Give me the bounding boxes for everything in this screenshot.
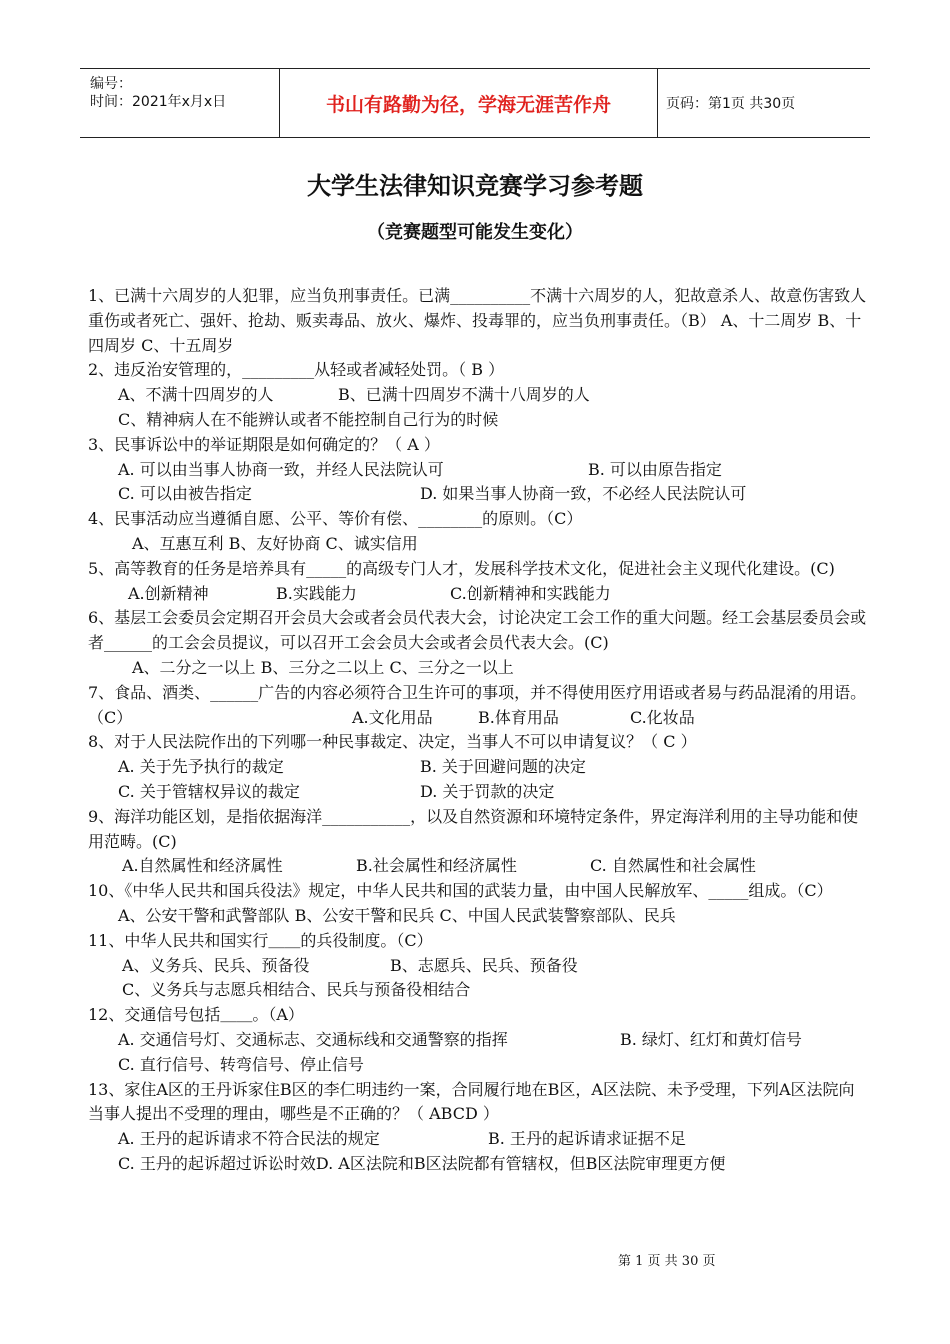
question-2-options-row1 (88, 383, 868, 408)
question-12-options-row1 (88, 1028, 868, 1053)
question-7: 7、食品、酒类、______广告的内容必须符合卫生许可的事项，并不得使用医疗用语或者易与药品混淆的用语。（C） (88, 682, 867, 727)
header-meta (80, 69, 280, 137)
q8-option-c: C. 关于管辖权异议的裁定 (118, 781, 300, 801)
document-number-label: 编号： (90, 76, 132, 92)
question-3-options-row2 (88, 482, 868, 507)
q11-option-c: C、义务兵与志愿兵相结合、民兵与预备役相结合 (122, 980, 471, 1000)
q11-option-b: B、志愿兵、民兵、预备役 (390, 955, 578, 975)
question-8: 8、对于人民法院作出的下列哪一种民事裁定、决定，当事人不可以申请复议？（ C ） (88, 732, 697, 752)
question-1: 1、已满十六周岁的人犯罪，应当负刑事责任。已满__________不满十六周岁的人，犯故意杀人、故意伤害致人重伤或者死亡、强奸、抢劫、贩卖毒品、放火、爆炸、投毒罪的，应当负刑事责任。（B） A、十二周岁 B、十四周岁 C、十五周岁 (88, 286, 867, 355)
q3-option-b: B. 可以由原告指定 (588, 459, 722, 479)
question-13-options-row2 (88, 1152, 868, 1177)
question-13: 13、家住A区的王丹诉家住B区的李仁明违约一案，合同履行地在B区，A区法院、未予受理，下列A区法院向当事人提出不受理的理由，哪些是不正确的？（ ABCD ） (88, 1079, 855, 1124)
question-8-options-row1 (88, 755, 868, 780)
q5-option-a: A.创新精神 (128, 583, 209, 603)
q7-option-c: C.化妆品 (630, 707, 695, 727)
question-7-options (88, 706, 868, 731)
q9-option-c: C. 自然属性和社会属性 (590, 856, 756, 876)
q13-option-a: A. 王丹的起诉请求不符合民法的规定 (118, 1129, 380, 1149)
question-6-options (88, 656, 868, 681)
page-header (80, 68, 870, 138)
q2-option-c: C、精神病人在不能辨认或者不能控制自己行为的时候 (118, 409, 499, 429)
q2-option-b: B、已满十四周岁不满十八周岁的人 (338, 385, 590, 405)
document-title: 大学生法律知识竞赛学习参考题 (307, 172, 643, 200)
q13-option-d: D. A区法院和B区法院都有管辖权，但B区法院审理更方便 (315, 1153, 726, 1173)
question-13-options-row1 (88, 1127, 868, 1152)
header-motto: 书山有路勤为径，学海无涯苦作舟 (280, 69, 658, 137)
q13-option-b: B. 王丹的起诉请求证据不足 (488, 1129, 686, 1149)
question-3: 3、民事诉讼中的举证期限是如何确定的？（ A ） (88, 434, 440, 454)
question-4: 4、民事活动应当遵循自愿、公平、等价有偿、________的原则。（C） (88, 509, 583, 529)
question-11: 11、中华人民共和国实行＿＿的兵役制度。（C） (88, 930, 433, 950)
question-10-options: A、公安干警和武警部队 B、公安干警和民兵 C、中国人民武装警察部队、民兵 (118, 905, 676, 925)
question-2-options-row2 (88, 408, 868, 433)
header-page-info: 页码：第1页 共30页 (666, 96, 796, 112)
question-12-options-row2 (88, 1053, 868, 1078)
q12-option-b: B. 绿灯、红灯和黄灯信号 (620, 1029, 802, 1049)
question-5-options (88, 582, 868, 607)
q9-option-a: A.自然属性和经济属性 (122, 856, 283, 876)
question-3-options-row1 (88, 458, 868, 483)
page-footer: 第 1 页 共 30 页 (618, 1254, 716, 1269)
question-9-options (88, 854, 868, 879)
q5-option-b: B.实践能力 (276, 583, 357, 603)
q6-options: A、二分之一以上 B、三分之二以上 C、三分之一以上 (132, 657, 514, 677)
q5-option-c: C.创新精神和实践能力 (450, 583, 611, 603)
question-11-options-row1 (88, 954, 868, 979)
question-11-options-row2 (88, 978, 868, 1003)
q12-option-a: A. 交通信号灯、交通标志、交通标线和交通警察的指挥 (118, 1029, 508, 1049)
question-4-options (88, 532, 868, 557)
document-time-label: 时间：2021年x月x日 (90, 94, 227, 110)
document-subtitle: （竞赛题型可能发生变化） (367, 222, 583, 243)
question-2: 2、违反治安管理的，_________从轻或者减轻处罚。（ B ） (88, 360, 505, 380)
question-10: 10、《中华人民共和国兵役法》规定，中华人民共和国的武装力量，由中国人民解放军、_____组成。（C） (88, 881, 833, 901)
q8-option-b: B. 关于回避问题的决定 (420, 757, 586, 777)
question-9: 9、海洋功能区划，是指依据海洋___________，以及自然资源和环境特定条件，界定海洋利用的主导功能和使用范畴。(C) (88, 806, 859, 851)
q7-option-b: B.体育用品 (478, 707, 559, 727)
q12-option-c: C. 直行信号、转弯信号、停止信号 (118, 1054, 364, 1074)
q3-option-a: A. 可以由当事人协商一致，并经人民法院认可 (118, 459, 444, 479)
q8-option-a: A. 关于先予执行的裁定 (118, 757, 284, 777)
question-8-options-row2 (88, 780, 868, 805)
q7-option-a: A.文化用品 (352, 707, 433, 727)
q11-option-a: A、义务兵、民兵、预备役 (122, 955, 310, 975)
q2-option-a: A、不满十四周岁的人 (118, 385, 274, 405)
question-12: 12、交通信号包括＿＿。（A） (88, 1005, 304, 1025)
q13-option-c: C. 王丹的起诉超过诉讼时效 (118, 1153, 316, 1173)
q8-option-d: D. 关于罚款的决定 (420, 781, 555, 801)
question-list (88, 284, 868, 1177)
question-5: 5、高等教育的任务是培养具有_____的高级专门人才，发展科学技术文化，促进社会主义现代化建设。(C) (88, 558, 835, 578)
q4-options: A、互惠互利 B、友好协商 C、诚实信用 (132, 533, 418, 553)
q3-option-c: C. 可以由被告指定 (118, 484, 252, 504)
q9-option-b: B.社会属性和经济属性 (356, 856, 517, 876)
question-6: 6、基层工会委员会定期召开会员大会或者会员代表大会，讨论决定工会工作的重大问题。经工会基层委员会或者______的工会会员提议，可以召开工会会员大会或者会员代表大会。(C) (88, 608, 867, 653)
q3-option-d: D. 如果当事人协商一致，不必经人民法院认可 (420, 484, 747, 504)
